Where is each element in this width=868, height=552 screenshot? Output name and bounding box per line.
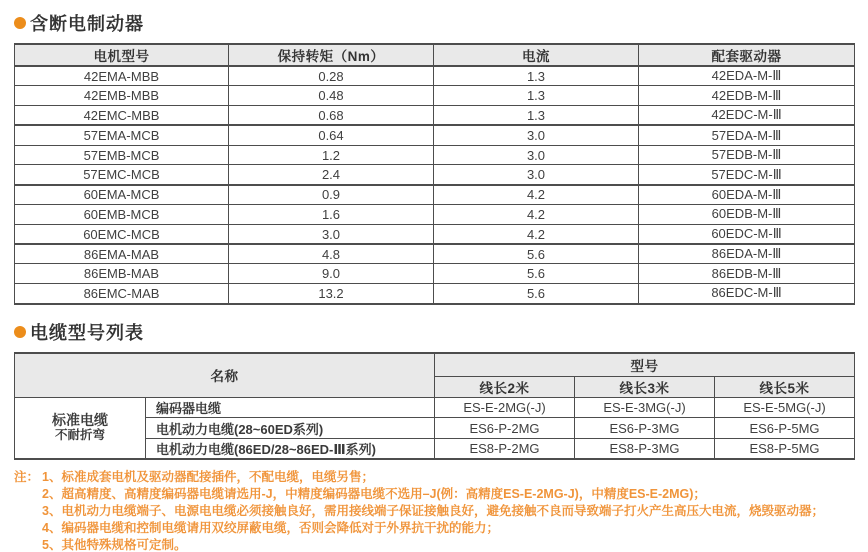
brake-table-row <box>15 165 855 185</box>
motor-model-cell: 57EMA-MCB <box>15 125 229 145</box>
brake-table-row <box>15 185 855 205</box>
brake-table-row <box>15 264 855 284</box>
col-header-matching-driver: 配套驱动器 <box>639 44 855 66</box>
col-header-motor-model: 电机型号 <box>15 44 229 66</box>
cable-name-cell: 电机动力电缆(28~60ED系列) <box>146 418 435 438</box>
note-item: 4、编码器电缆和控制电缆请用双绞屏蔽电缆，否则会降低对于外界抗干扰的能力； <box>42 521 499 536</box>
brake-motor-table <box>14 43 855 305</box>
torque-cell: 0.68 <box>229 106 434 126</box>
cable-model-cell: ES6-P-5MG <box>715 418 855 438</box>
driver-cell: 42EDC-M-Ⅲ <box>639 106 855 126</box>
col-header-length-5m: 线长5米 <box>715 377 855 398</box>
cable-model-cell: ES-E-2MG(-J) <box>435 398 575 418</box>
note-item: 3、电机动力电缆端子、电源电电缆必须接触良好，需用接线端子保证接触良好，避免接触不良而导致端子打火产生高压大电流，烧毁驱动器； <box>42 504 824 519</box>
section1-heading: 含断电制动器 <box>30 14 144 34</box>
current-cell: 4.2 <box>434 185 639 205</box>
motor-model-cell: 86EMC-MAB <box>15 284 229 304</box>
current-cell: 5.6 <box>434 264 639 284</box>
col-header-length-2m: 线长2米 <box>435 377 575 398</box>
brake-table-row <box>15 106 855 126</box>
section2-heading: 电缆型号列表 <box>30 322 144 343</box>
driver-cell: 60EDC-M-Ⅲ <box>639 224 855 244</box>
notes-label: 注： <box>14 469 40 484</box>
cable-model-cell: ES8-P-3MG <box>575 438 715 459</box>
driver-cell: 57EDB-M-Ⅲ <box>639 145 855 165</box>
torque-cell: 1.6 <box>229 205 434 225</box>
torque-cell: 13.2 <box>229 284 434 304</box>
motor-model-cell: 86EMA-MAB <box>15 244 229 264</box>
brake-table-row <box>15 205 855 225</box>
motor-model-cell: 60EMB-MCB <box>15 205 229 225</box>
current-cell: 5.6 <box>434 244 639 264</box>
motor-model-cell: 42EMA-MBB <box>15 66 229 86</box>
cable-model-cell: ES8-P-5MG <box>715 438 855 459</box>
col-header-current: 电流 <box>434 44 639 66</box>
current-cell: 3.0 <box>434 145 639 165</box>
torque-cell: 0.9 <box>229 185 434 205</box>
cable-model-table <box>14 352 855 460</box>
motor-model-cell: 42EMB-MBB <box>15 86 229 106</box>
brake-table-row <box>15 284 855 304</box>
col-header-holding-torque: 保持转矩（Nm） <box>229 44 434 66</box>
brake-table-row <box>15 125 855 145</box>
torque-cell: 2.4 <box>229 165 434 185</box>
driver-cell: 86EDB-M-Ⅲ <box>639 264 855 284</box>
cable-group-cell <box>15 398 146 459</box>
driver-cell: 86EDC-M-Ⅲ <box>639 284 855 304</box>
current-cell: 5.6 <box>434 284 639 304</box>
cable-table-row <box>15 398 855 418</box>
current-cell: 4.2 <box>434 205 639 225</box>
driver-cell: 60EDA-M-Ⅲ <box>639 185 855 205</box>
cable-model-cell: ES6-P-3MG <box>575 418 715 438</box>
torque-cell: 3.0 <box>229 224 434 244</box>
driver-cell: 60EDB-M-Ⅲ <box>639 205 855 225</box>
driver-cell: 86EDA-M-Ⅲ <box>639 244 855 264</box>
torque-cell: 4.8 <box>229 244 434 264</box>
cable-model-cell: ES8-P-2MG <box>435 438 575 459</box>
torque-cell: 0.28 <box>229 66 434 86</box>
col-header-length-3m: 线长3米 <box>575 377 715 398</box>
cable-group-label-line1: 标准电缆 <box>52 411 108 428</box>
cable-model-cell: ES6-P-2MG <box>435 418 575 438</box>
torque-cell: 9.0 <box>229 264 434 284</box>
cable-table-body <box>15 398 855 459</box>
brake-table-row <box>15 145 855 165</box>
driver-cell: 42EDB-M-Ⅲ <box>639 86 855 106</box>
current-cell: 4.2 <box>434 224 639 244</box>
section1-title <box>14 10 854 36</box>
current-cell: 1.3 <box>434 86 639 106</box>
motor-model-cell: 60EMC-MCB <box>15 224 229 244</box>
col-header-model: 型号 <box>435 353 855 377</box>
cable-group-label-line2: 不耐折弯 <box>54 427 105 442</box>
motor-model-cell: 86EMB-MAB <box>15 264 229 284</box>
orange-bullet-icon <box>14 17 26 29</box>
driver-cell: 57EDC-M-Ⅲ <box>639 165 855 185</box>
brake-table-row <box>15 86 855 106</box>
current-cell: 3.0 <box>434 165 639 185</box>
driver-cell: 42EDA-M-Ⅲ <box>639 66 855 86</box>
brake-table-header-row <box>15 44 855 66</box>
brake-table-row <box>15 224 855 244</box>
brake-table-row <box>15 66 855 86</box>
brake-table-body <box>15 66 855 304</box>
cable-model-cell: ES-E-5MG(-J) <box>715 398 855 418</box>
col-header-name: 名称 <box>15 353 435 398</box>
note-item: 1、标准成套电机及驱动器配接插件，不配电缆，电缆另售； <box>42 469 374 484</box>
section2-title <box>14 319 854 345</box>
current-cell: 3.0 <box>434 125 639 145</box>
torque-cell: 1.2 <box>229 145 434 165</box>
current-cell: 1.3 <box>434 106 639 126</box>
cable-model-cell: ES-E-3MG(-J) <box>575 398 715 418</box>
driver-cell: 57EDA-M-Ⅲ <box>639 125 855 145</box>
motor-model-cell: 57EMB-MCB <box>15 145 229 165</box>
notes-block <box>14 469 854 552</box>
note-item: 5、其他特殊规格可定制。 <box>42 538 187 552</box>
cable-name-cell: 电机动力电缆(86ED/28~86ED-Ⅲ系列) <box>146 438 435 459</box>
torque-cell: 0.64 <box>229 125 434 145</box>
motor-model-cell: 57EMC-MCB <box>15 165 229 185</box>
brake-table-row <box>15 244 855 264</box>
notes-items <box>42 469 854 552</box>
current-cell: 1.3 <box>434 66 639 86</box>
cable-name-cell: 编码器电缆 <box>146 398 435 418</box>
cable-table-header-row1 <box>15 353 855 377</box>
orange-bullet-icon <box>14 326 26 338</box>
motor-model-cell: 60EMA-MCB <box>15 185 229 205</box>
motor-model-cell: 42EMC-MBB <box>15 106 229 126</box>
torque-cell: 0.48 <box>229 86 434 106</box>
note-item: 2、超高精度、高精度编码器电缆请选用-J，中精度编码器电缆不选用–J(例：高精度ES-E-2MG-J)，中精度ES-E-2MG)； <box>42 486 706 501</box>
